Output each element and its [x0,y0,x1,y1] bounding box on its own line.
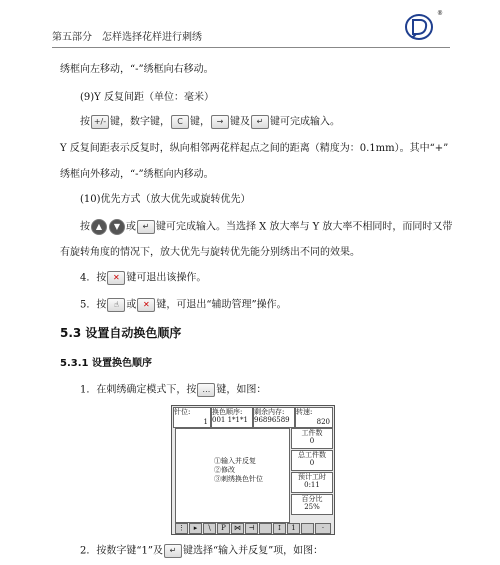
text-fragment: 键， [190,116,210,128]
needle-position-cell [173,407,211,428]
exit-key-icon: ✕ [107,271,125,285]
page-header-title: 第五部分 怎样选择花样进行刺绣 [52,32,202,43]
dots-key-icon: … [197,383,215,397]
brand-logo [404,12,434,42]
registered-mark: ® [437,10,443,17]
text-line-3 [80,115,340,130]
toolbar-key-8[interactable]: ↕ [273,523,286,534]
memory-value: 96896589 [254,416,290,424]
menu-item-input-repeat[interactable]: ①输入并反复 [214,457,256,465]
section-heading-5-3: 5.3 设置自动换色顺序 [60,326,182,340]
text-line-1: 绣框向左移动，“-”绣框向右移动。 [60,64,214,75]
exit-key-icon: ✕ [137,298,155,312]
step-4 [80,271,206,286]
toolbar-key-2[interactable]: ▸ [189,523,202,534]
down-key-icon: ▼ [109,219,125,235]
work-count-label: 工件数 [301,429,323,437]
text-fragment: 按 [80,221,90,233]
toolbar-key-9[interactable]: 1 [287,523,300,534]
arrow-key-icon: → [211,115,229,129]
text-fragment: 键可退出该操作。 [126,272,207,284]
step-1 [80,383,266,398]
step-2 [80,544,323,559]
text-fragment: 2．按数字键“1”及 [80,545,163,557]
work-count-value: 0 [309,437,315,445]
toolbar-key-7[interactable] [259,523,272,534]
text-line-5: 绣框向外移动，“-”绣框向内移动。 [60,169,214,180]
text-fragment: 键可完成输入。当选择 X 放大率与 Y 放大率不相同时，而同时又带 [156,221,453,233]
needle-position-label: 针位: [174,408,191,416]
toolbar-key-4[interactable]: P [217,523,230,534]
item-9-title: (9)Y 反复间距（单位：毫米） [80,92,214,103]
percent-label: 百分比 [301,495,323,503]
text-fragment: 1．在刺绣确定模式下，按 [80,384,197,396]
text-fragment: 按 [80,116,90,128]
c-key-icon: C [171,115,189,129]
section-heading-5-3-1: 5.3.1 设置换色顺序 [60,358,152,369]
text-fragment: 5．按 [80,299,107,311]
up-key-icon: ▲ [91,219,107,235]
hand-key-icon: ☝ [107,298,125,312]
toolbar-key-6[interactable]: ⊣ [245,523,258,534]
step-5 [80,298,287,313]
text-line-8: 有旋转角度的情况下，放大优先与旋转优先能分别绣出不同的效果。 [60,247,360,258]
color-order-value: 001 1*1*1 [212,416,248,424]
toolbar-key-5[interactable]: ⋈ [231,523,244,534]
enter-key-icon: ↵ [164,544,182,558]
item-10-title: (10)优先方式（放大优先或旋转优先） [80,194,251,205]
work-count-panel [291,428,333,449]
speed-cell [295,407,333,428]
toolbar-key-3[interactable]: \ [203,523,216,534]
text-fragment: 键，数字键， [110,116,170,128]
estimated-time-value: 0:11 [304,481,320,489]
text-line-4: Y 反复间距表示反复时，纵向相邻两花样起点之间的距离（精度为：0.1mm）。其中“+” [60,143,449,154]
text-fragment: 或 [126,299,137,311]
menu-item-color-needle[interactable]: ③刺绣换色针位 [214,475,263,483]
percent-panel [291,494,333,515]
text-line-7 [80,219,452,235]
memory-label: 剩余内存: [254,408,285,416]
text-fragment: 4．按 [80,272,107,284]
text-fragment: 键选择“输入并反复”项，如图： [182,545,324,557]
total-count-label: 总工件数 [298,451,326,459]
text-fragment: 键，可退出“辅助管理”操作。 [156,299,287,311]
text-fragment: 键可完成输入。 [270,116,340,128]
plus-minus-key-icon: +/- [91,115,109,129]
text-fragment: 或 [126,221,136,233]
enter-key-icon: ↵ [251,115,269,129]
header-divider [52,47,450,48]
toolbar-key-11[interactable]: · [315,523,331,534]
speed-label: 转速: [296,408,313,416]
speed-value: 820 [316,418,330,426]
estimated-time-label: 预计工时 [298,473,326,481]
text-fragment: 键及 [230,116,250,128]
toolbar-key-1[interactable]: ⋮ [175,523,188,534]
text-fragment: 键，如图： [216,384,267,396]
estimated-time-panel [291,472,333,493]
color-order-cell [211,407,253,428]
screen-main-area [175,428,290,523]
popup-menu [214,457,263,484]
total-count-panel [291,450,333,471]
percent-value: 25% [304,503,320,511]
color-order-label: 换色顺序: [212,408,243,416]
needle-position-value: 1 [203,418,208,426]
enter-key-icon: ↵ [137,220,155,234]
memory-cell [253,407,295,428]
machine-screen-figure [171,405,335,535]
toolbar-key-10[interactable] [301,523,314,534]
menu-item-modify[interactable]: ②修改 [214,466,235,474]
total-count-value: 0 [309,459,315,467]
